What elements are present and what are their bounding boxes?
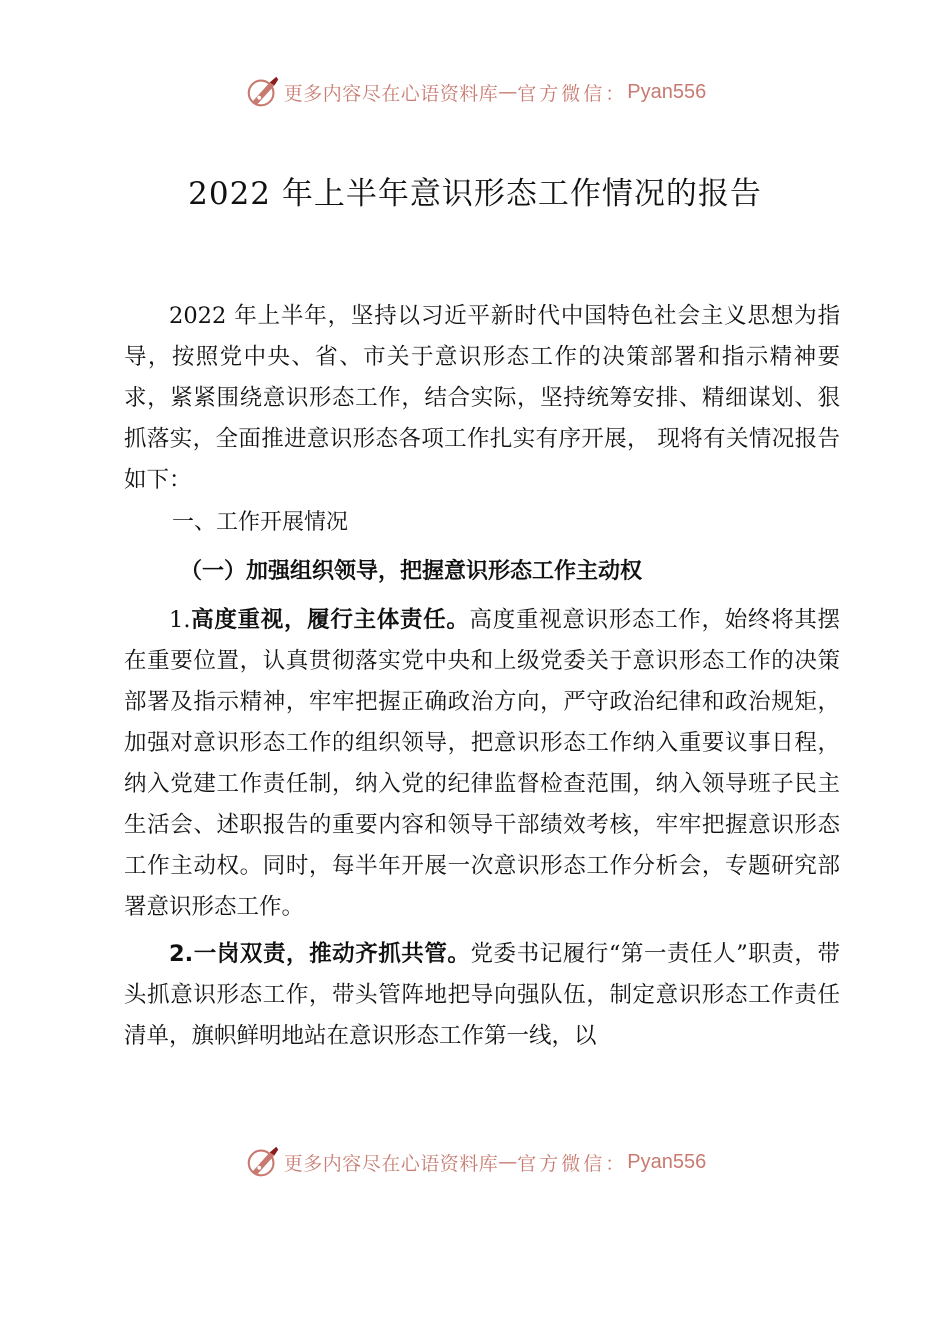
intro-text: 2022 年上半年，坚持以习近平新时代中国特色社会主义思想为指导，按照党中央、省、市关于意识形态工作的决策部署和指示精神要求，紧紧围绕意识形态工作，结合实际，坚持统筹安排、精细谋划、狠抓落实，全面推进意识形态各项工作扎实有序开展， 现将有关情况报告如下： <box>124 303 840 493</box>
document-title: 2022 年上半年意识形态工作情况的报告 <box>188 176 762 212</box>
pen-nib-logo-icon <box>244 73 282 111</box>
item-lead: 高度重视，履行主体责任。 <box>190 607 470 633</box>
watermark-wechat-id: Pyan556 <box>627 1150 707 1173</box>
item-text: 党委书记履行“第一责任人”职责，带头抓意识形态工作，带头管阵地把导向强队伍，制定意识形态工作责任清单，旗帜鲜明地站在意识形态工作第一线，以 <box>124 941 840 1049</box>
watermark-dash: — <box>498 1151 518 1173</box>
watermark-banner-top <box>0 72 950 112</box>
intro-paragraph <box>124 296 840 501</box>
item-paragraph-1 <box>124 600 840 928</box>
pen-nib-logo-icon <box>244 1143 282 1181</box>
item-number: 2. <box>169 941 194 967</box>
item-text: 高度重视意识形态工作，始终将其摆在重要位置，认真贯彻落实党中央和上级党委关于意识形态工作的决策部署及指示精神，牢牢把握正确政治方向，严守政治纪律和政治规矩，加强对意识形态工作的组织领导，把意识形态工作纳入重要议事日程，纳入党建工作责任制，纳入党的纪律监督检查范围，纳入领导班子民主生活会、述职报告的重要内容和领导干部绩效考核，牢牢把握意识形态工作主动权。同时，每半年开展一次意识形态工作分析会，专题研究部署意识形态工作。 <box>124 607 840 920</box>
section-heading: 一、工作开展情况 <box>172 510 349 535</box>
item-number: 1. <box>169 607 191 633</box>
watermark-wechat-label: 官方微信： <box>517 1152 628 1175</box>
watermark-banner-bottom <box>0 1142 950 1182</box>
watermark-site-text: 更多内容尽在心语资料库 <box>283 1152 499 1175</box>
watermark-wechat-id: Pyan556 <box>627 80 707 103</box>
item-paragraph-2 <box>124 934 840 1057</box>
subsection-heading: （一）加强组织领导，把握意识形态工作主动权 <box>180 559 643 584</box>
item-lead: 一岗双责，推动齐抓共管。 <box>193 941 471 967</box>
watermark-wechat-label: 官方微信： <box>517 82 628 105</box>
watermark-site-text: 更多内容尽在心语资料库 <box>283 82 499 105</box>
watermark-dash: — <box>498 81 518 103</box>
